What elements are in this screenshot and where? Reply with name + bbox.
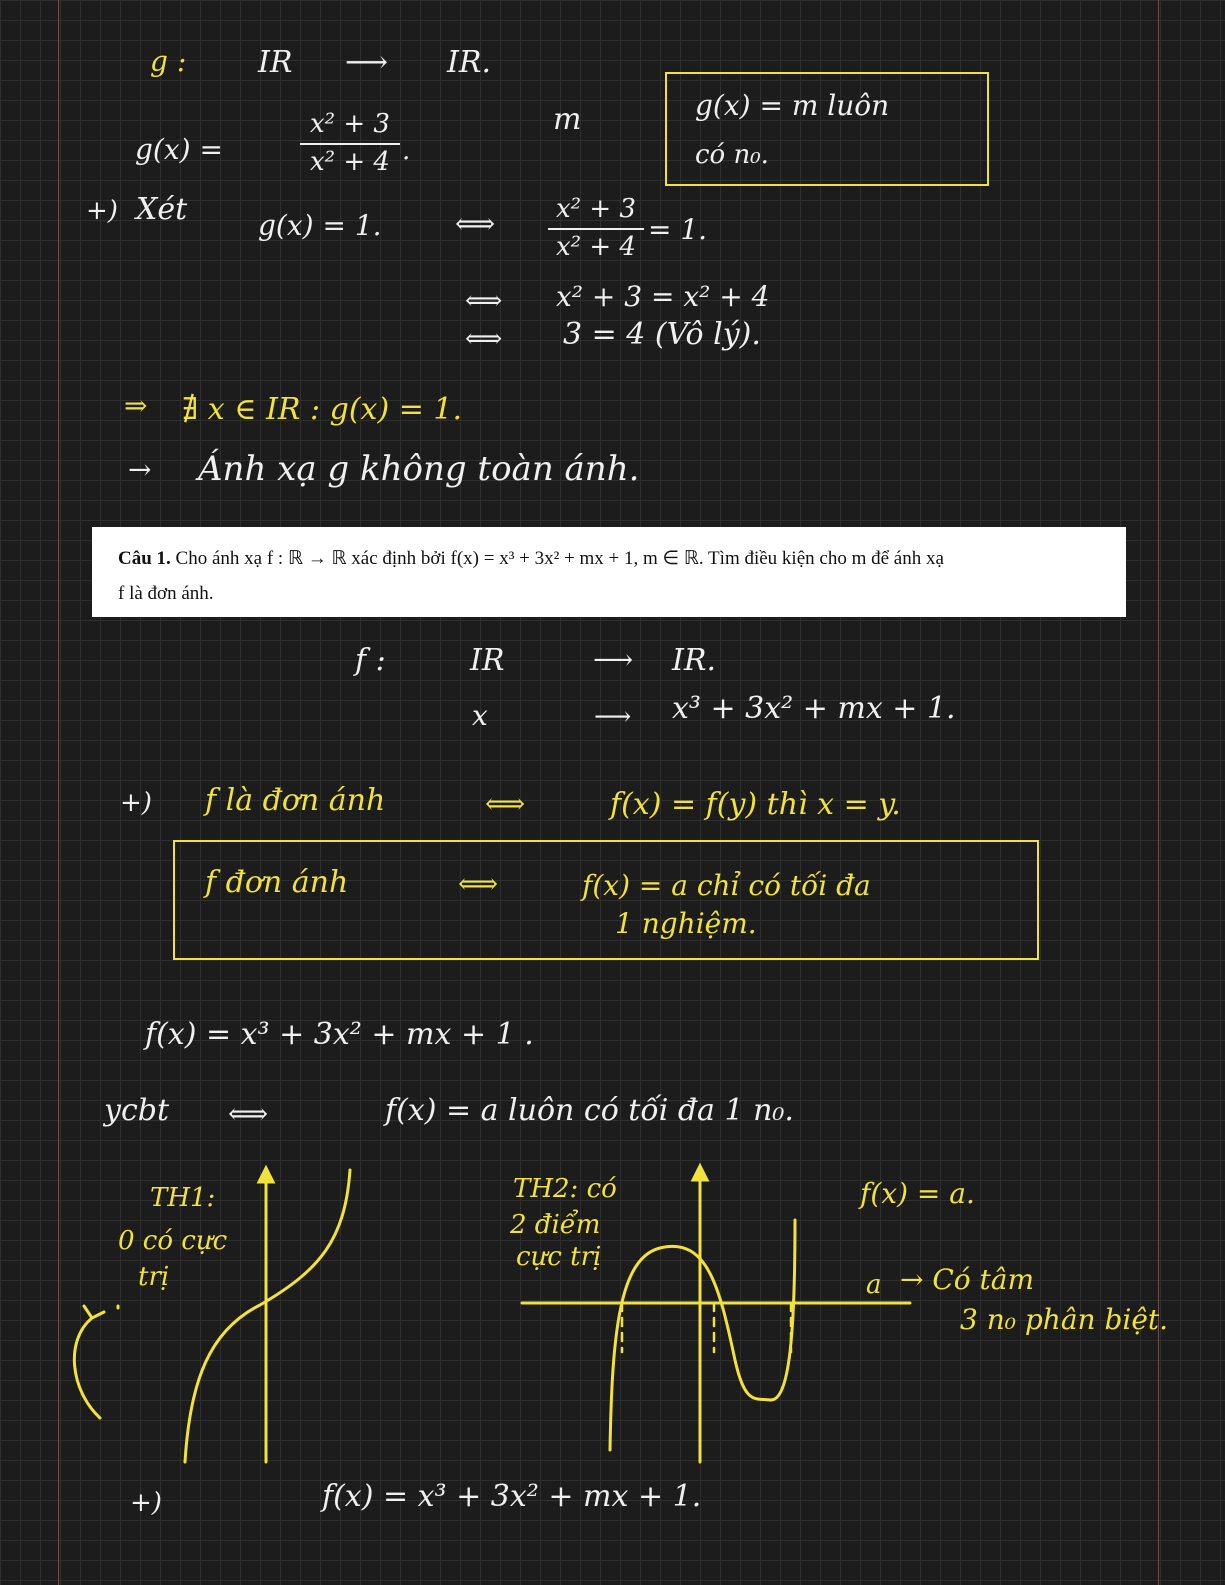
g-condition-line1: g(x) = m luôn: [695, 89, 890, 122]
last-f-expression: f(x) = x³ + 3x² + mx + 1.: [322, 1479, 702, 1514]
problem-line-2: f là đơn ánh.: [118, 583, 214, 605]
ycbt-condition: f(x) = a luôn có tối đa 1 n₀.: [385, 1093, 794, 1128]
case1-desc-1: 0 có cực: [118, 1226, 228, 1256]
last-bullet: +): [130, 1488, 162, 1518]
injective-def-lhs: f là đơn ánh: [205, 783, 386, 818]
g-definition-lhs: g(x) =: [135, 133, 223, 166]
case2-title: TH2: có: [513, 1174, 617, 1204]
case2-graph: [522, 1166, 910, 1585]
equation-rhs: = 1.: [648, 213, 708, 246]
map-g-name: g :: [150, 45, 187, 78]
ycbt-label: ycbt: [104, 1093, 170, 1128]
box-rhs-line2: 1 nghiệm.: [615, 907, 757, 940]
iff-symbol-2: ⟺: [465, 286, 503, 316]
three-roots-line2: 3 n₀ phân biệt.: [960, 1303, 1169, 1336]
box-iff: ⟺: [458, 867, 499, 900]
injective-bullet: +): [120, 788, 152, 818]
box-rhs-line1: f(x) = a chỉ có tối đa: [582, 869, 871, 902]
iff-symbol-3: ⟺: [465, 324, 503, 354]
case1-graph: [74, 1168, 458, 1585]
case2-curve: [610, 1220, 795, 1450]
conclusion-not-surjective: Ánh xạ g không toàn ánh.: [198, 449, 640, 489]
case2-y-axis-arrowhead: [693, 1166, 707, 1180]
problem-text: Cho ánh xạ f : ℝ → ℝ xác định bởi f(x) = x³ + 3x² + mx + 1, m ∈ ℝ. Tìm điều kiện cho m để ánh xạ: [175, 548, 944, 569]
map-g-arrow: ⟶: [345, 45, 389, 80]
case2-desc-1: 2 điểm: [510, 1210, 601, 1240]
case1-side-arrow: [74, 1318, 100, 1418]
map-f-name: f :: [355, 643, 386, 678]
equation-step-3: 3 = 4 (Vô lý).: [563, 317, 761, 352]
case1-title: TH1:: [150, 1183, 216, 1213]
map-f-variable: x: [472, 699, 488, 732]
map-g-domain: IR: [258, 45, 293, 80]
eq-numerator: x² + 3: [556, 194, 636, 224]
map-f-arrow-1: ⟶: [593, 643, 634, 676]
conclusion-arrow-2: →: [128, 453, 152, 486]
conclusion-arrow-1: ⇒: [124, 389, 148, 422]
map-g-codomain: IR.: [447, 45, 491, 80]
parameter-m: m: [553, 102, 582, 137]
iff-symbol-1: ⟺: [455, 207, 496, 240]
injective-def-iff: ⟺: [485, 787, 526, 820]
conclusion-no-solution: ∄ x ∈ IR : g(x) = 1.: [182, 392, 462, 427]
problem-label: Câu 1.: [118, 548, 171, 569]
case1-desc-2: trị: [138, 1262, 170, 1292]
equation-step-2: x² + 3 = x² + 4: [556, 280, 770, 313]
box-injective-lhs: f đơn ánh: [205, 865, 349, 900]
equation-g-equals-1: g(x) = 1.: [258, 209, 382, 242]
consider-bullet: +): [86, 196, 118, 226]
line-a-label: a: [866, 1270, 882, 1300]
three-roots-line1: → Có tâm: [900, 1263, 1035, 1296]
g-def-numerator: x² + 3: [310, 109, 390, 139]
ycbt-iff: ⟺: [228, 1097, 269, 1130]
injective-def-rhs: f(x) = f(y) thì x = y.: [610, 787, 901, 822]
map-f-codomain: IR.: [672, 643, 716, 678]
case1-side-arrowhead: [84, 1306, 104, 1318]
case1-y-axis-arrowhead: [259, 1168, 273, 1182]
g-def-denominator: x² + 4: [310, 146, 390, 177]
f-expression-line: f(x) = x³ + 3x² + mx + 1 .: [145, 1017, 534, 1052]
eq-denominator: x² + 4: [556, 231, 636, 262]
map-f-rule: x³ + 3x² + mx + 1.: [672, 691, 956, 726]
case2-desc-2: cực trị: [516, 1242, 602, 1272]
f-equals-a: f(x) = a.: [860, 1177, 975, 1210]
map-f-arrow-2: ⟶: [594, 702, 632, 732]
g-def-end-dot: .: [402, 136, 411, 166]
g-condition-line2: có n₀.: [695, 140, 769, 170]
consider-word: Xét: [136, 192, 188, 227]
map-f-domain: IR: [470, 643, 505, 678]
